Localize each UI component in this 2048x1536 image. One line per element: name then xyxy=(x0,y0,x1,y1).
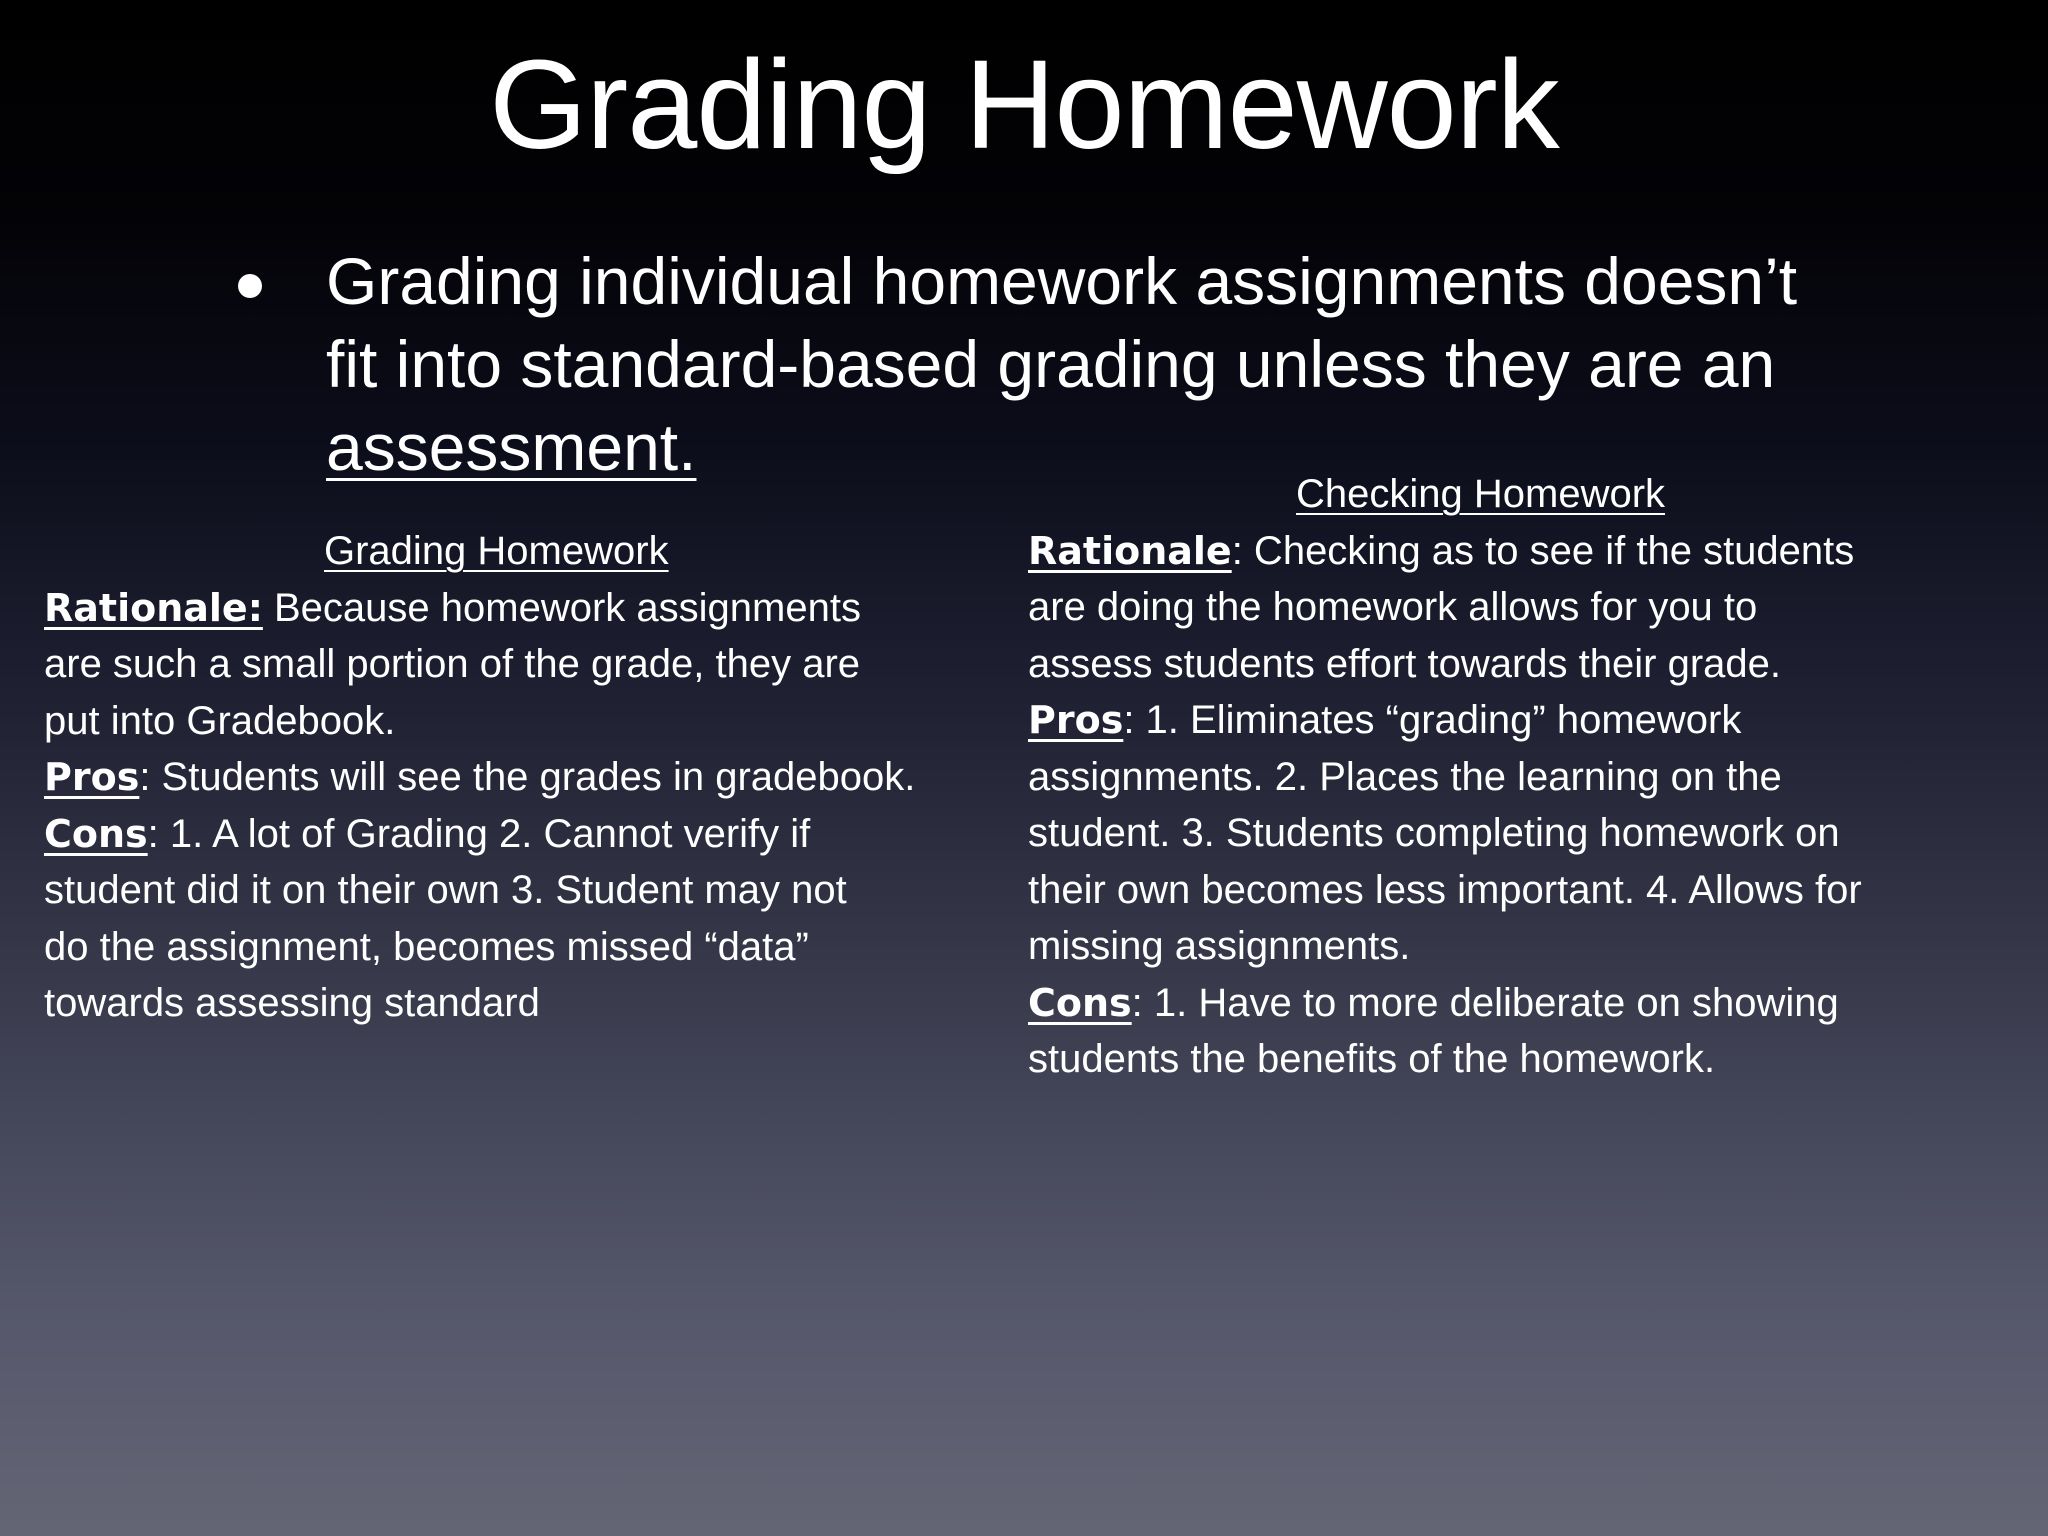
cons-label: Cons xyxy=(1028,980,1132,1025)
bullet-line: Grading individual homework assignments doesn’t xyxy=(326,244,1798,318)
pros-label: Pros xyxy=(44,755,140,799)
cons-line xyxy=(1028,975,2028,1032)
rationale-text: : Checking as to see if the students xyxy=(1231,528,1855,573)
cons-text: student did it on their own 3. Student may not xyxy=(44,868,847,912)
pros-text: : Students will see the grades in gradebook. xyxy=(139,755,916,799)
pros-label: Pros xyxy=(1028,698,1124,742)
rationale-label: Rationale xyxy=(1028,528,1232,573)
bullet-dot-icon xyxy=(238,274,262,298)
pros-line xyxy=(1028,692,2028,749)
pros-text: their own becomes less important. 4. Allows for xyxy=(1028,867,1862,912)
pros-text: student. 3. Students completing homework on xyxy=(1028,811,1840,855)
pros-text: missing assignments. xyxy=(1028,924,1411,968)
rationale-line xyxy=(1028,523,2028,580)
cons-text: towards assessing standard xyxy=(44,981,540,1025)
rationale-text: are doing the homework allows for you to xyxy=(1028,585,1758,629)
grading-homework-column xyxy=(44,523,1004,1032)
slide-title: Grading Homework xyxy=(489,34,1559,175)
cons-label: Cons xyxy=(44,811,148,856)
rationale-text: Because homework assignments xyxy=(262,585,861,630)
pros-text: assignments. 2. Places the learning on the xyxy=(1028,754,1782,799)
cons-text: : 1. A lot of Grading 2. Cannot verify if xyxy=(147,811,811,856)
pros-text: : 1. Eliminates “grading” homework xyxy=(1123,698,1742,742)
rationale-label: Rationale: xyxy=(44,585,263,630)
bullet-line: fit into standard-based grading unless they are an xyxy=(326,327,1776,401)
rationale-text: are such a small portion of the grade, they are xyxy=(44,642,861,686)
cons-text: students the benefits of the homework. xyxy=(1028,1037,1716,1081)
rationale-text: put into Gradebook. xyxy=(44,698,396,743)
pros-line xyxy=(44,749,1004,806)
cons-text: : 1. Have to more deliberate on showing xyxy=(1131,980,1839,1025)
cons-line xyxy=(44,806,1004,863)
checking-homework-heading: Checking Homework xyxy=(1296,472,1666,516)
bullet-text xyxy=(326,240,1826,489)
checking-homework-column xyxy=(1028,466,2028,1088)
grading-homework-heading: Grading Homework xyxy=(324,529,669,573)
rationale-text: assess students effort towards their grade. xyxy=(1028,641,1781,686)
rationale-line xyxy=(44,580,1004,637)
cons-text: do the assignment, becomes missed “data” xyxy=(44,924,809,969)
bullet-line-assessment: assessment. xyxy=(326,410,697,484)
